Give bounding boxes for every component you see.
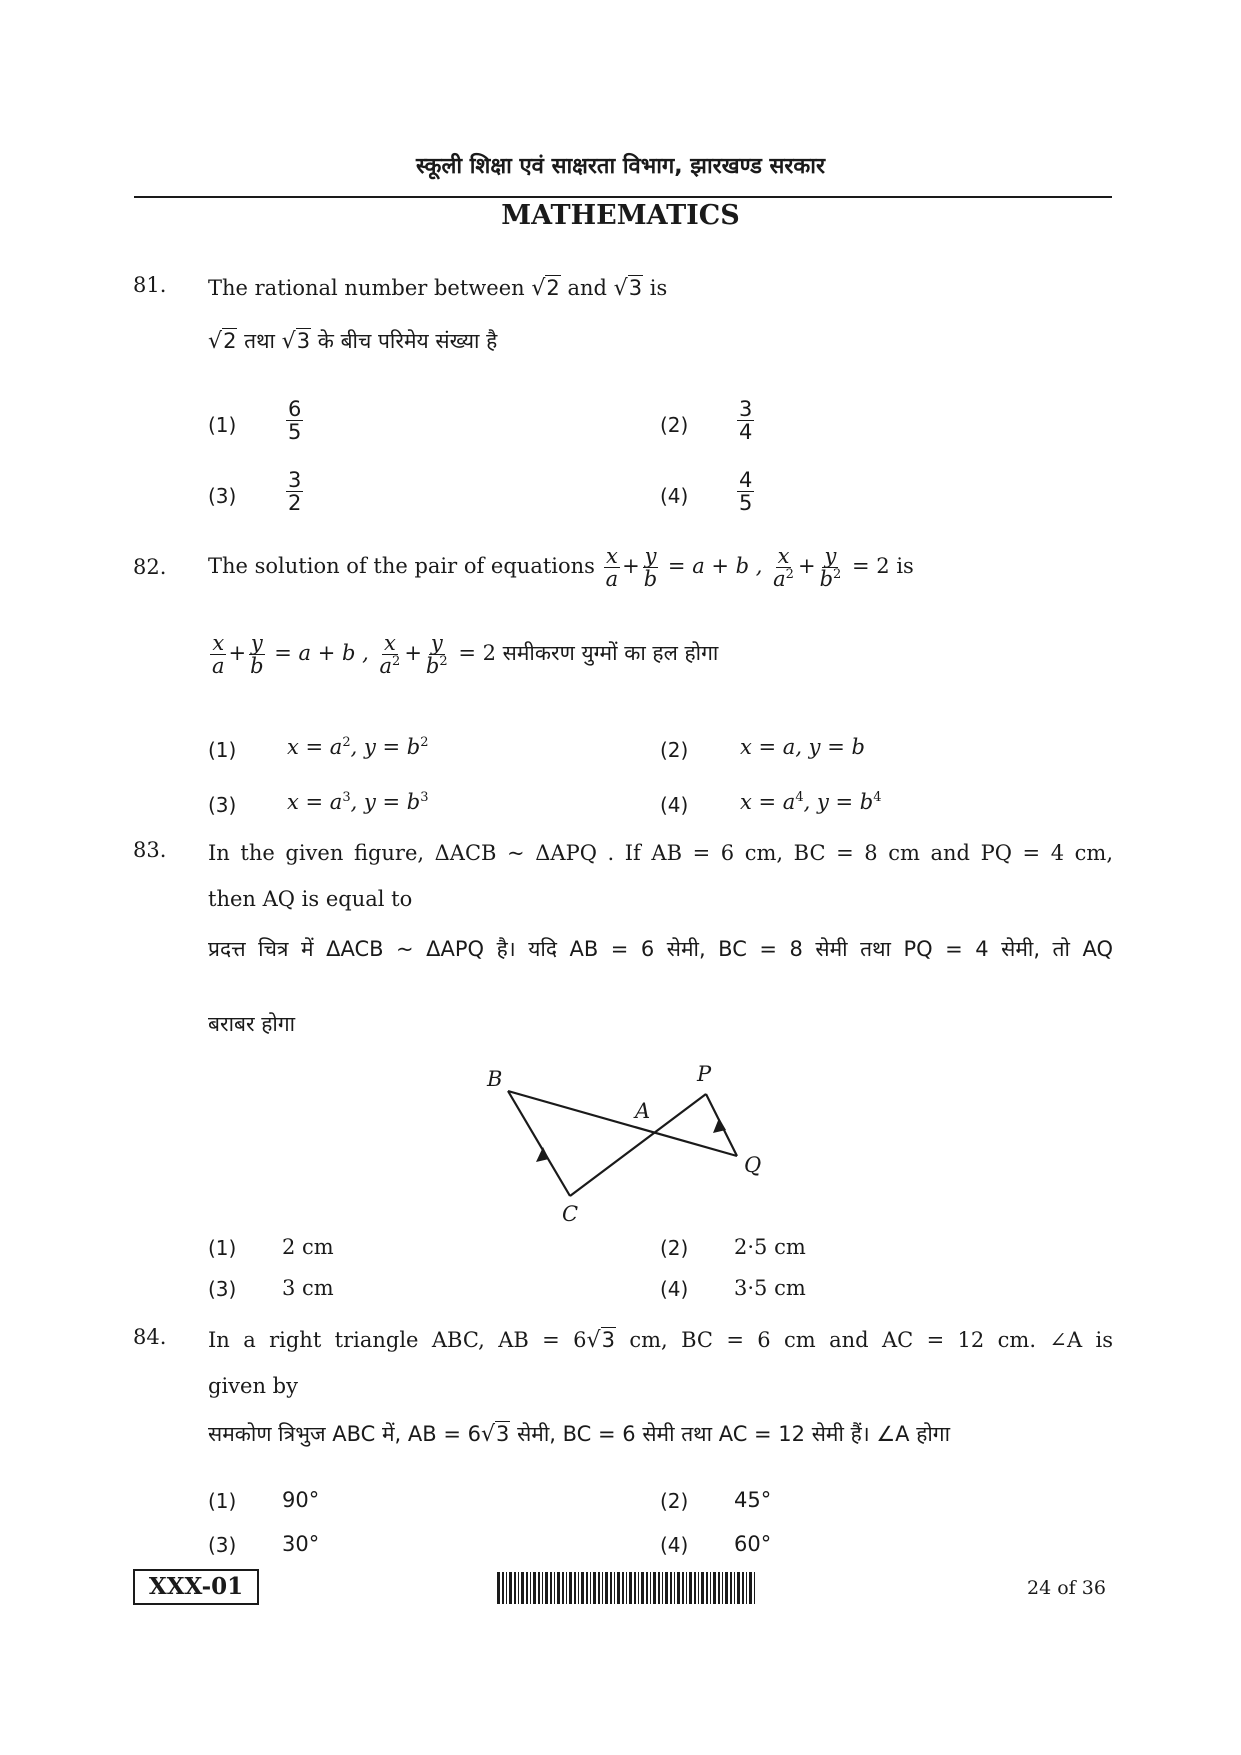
question-81-prefix: The rational number between [208, 276, 525, 300]
question-82-number: 82. [133, 555, 167, 579]
option-value: $x = a^4$, $y = b^4$ [740, 790, 882, 814]
option-value: 90° [282, 1488, 320, 1512]
label-P: P [697, 1062, 712, 1086]
barcode-icon [497, 1572, 755, 1604]
arrow-BC [536, 1147, 549, 1162]
option-label: (4) [660, 1277, 689, 1301]
sqrt-3: √3 [613, 276, 643, 301]
option-label: (1) [208, 413, 237, 437]
option-value: 2·5 cm [734, 1235, 806, 1259]
option-value: x = a, y = b [740, 735, 865, 759]
question-83-number: 83. [133, 838, 167, 862]
option-value: $\frac{3}{4}$ [739, 397, 753, 445]
option-label: (3) [208, 1277, 237, 1301]
label-A: A [635, 1099, 651, 1123]
option-label: (1) [208, 738, 237, 762]
equation-1: $\frac{x}{a}$ + $\frac{y}{b}$ = a + b , [605, 544, 763, 592]
option-label: (4) [660, 793, 689, 817]
question-81-number: 81. [133, 273, 167, 297]
question-81-text [208, 265, 667, 312]
department-header: स्कूली शिक्षा एवं साक्षरता विभाग, झारखण्ड सरकार [416, 154, 825, 179]
question-82-hindi: $\frac{x}{a}$ + $\frac{y}{b}$ = a + b , $\frac{x}{a^2}$ + $\frac{y}{b^2}$ = 2 समीकरण युग्मों का हल होगा [212, 631, 719, 679]
question-84-number: 84. [133, 1325, 167, 1349]
sqrt-2: √2 [531, 276, 560, 301]
question-84-line2: given by [208, 1374, 298, 1398]
label-Q: Q [744, 1153, 762, 1177]
question-83-line2: then AQ is equal to [208, 887, 413, 911]
question-81-is: is [649, 276, 668, 300]
label-B: B [487, 1067, 503, 1091]
equation-2: $\frac{x}{a^2}$ + $\frac{y}{b^2}$ = 2 [773, 544, 890, 592]
question-84-hindi: समकोण त्रिभुज ABC में, AB = 6√3 सेमी, BC = 6 सेमी तथा AC = 12 सेमी हैं। ∠A होगा [208, 1422, 951, 1447]
option-label: (4) [660, 1533, 689, 1557]
option-value: 2 cm [282, 1235, 334, 1259]
option-value: $x = a^3$, $y = b^3$ [287, 790, 429, 814]
option-value: $\frac{6}{5}$ [288, 397, 302, 445]
page-number: 24 of 36 [1027, 1577, 1106, 1599]
option-value: 45° [734, 1488, 772, 1512]
header-rule [134, 196, 1112, 198]
question-81-hindi: √2 तथा √3 के बीच परिमेय संख्या है [208, 329, 498, 354]
option-value: $x = a^2$, $y = b^2$ [287, 735, 429, 759]
subject-title: MATHEMATICS [501, 200, 740, 231]
option-value: 3 cm [282, 1276, 334, 1300]
question-81-and: and [567, 276, 607, 300]
option-value: 3·5 cm [734, 1276, 806, 1300]
line-BQ [508, 1091, 737, 1156]
paper-code-box: XXX-01 [133, 1569, 259, 1605]
option-label: (1) [208, 1236, 237, 1260]
option-label: (3) [208, 484, 237, 508]
question-84-line1: In a right triangle ABC, AB = 6√3 cm, BC = 6 cm and AC = 12 cm. ∠A is [208, 1317, 1113, 1364]
option-value: 60° [734, 1532, 772, 1556]
question-83-hindi-line2: बराबर होगा [208, 1012, 296, 1036]
option-label: (2) [660, 1236, 689, 1260]
option-value: $\frac{3}{2}$ [288, 468, 302, 516]
question-82-text: The solution of the pair of equations $\frac{x}{a}$ + $\frac{y}{b}$ = a + b , $\frac{x}{a^2}$ + $\frac{y}{b^2}$ = 2 is [208, 544, 914, 592]
question-83-line1: In the given figure, ΔACB ~ ΔAPQ . If AB = 6 cm, BC = 8 cm and PQ = 4 cm, [208, 841, 1113, 865]
option-label: (2) [660, 738, 689, 762]
label-C: C [562, 1202, 579, 1224]
option-label: (4) [660, 484, 689, 508]
sqrt-3: √3 [586, 1328, 615, 1353]
triangle-figure [470, 1054, 770, 1224]
option-value: 30° [282, 1532, 320, 1556]
option-label: (3) [208, 1533, 237, 1557]
option-value: $\frac{4}{5}$ [739, 468, 753, 516]
option-label: (1) [208, 1489, 237, 1513]
option-label: (2) [660, 413, 689, 437]
option-label: (2) [660, 1489, 689, 1513]
option-label: (3) [208, 793, 237, 817]
question-83-hindi-line1: प्रदत्त चित्र में ΔACB ~ ΔAPQ है। यदि AB = 6 सेमी, BC = 8 सेमी तथा PQ = 4 सेमी, तो AQ [208, 937, 1113, 961]
